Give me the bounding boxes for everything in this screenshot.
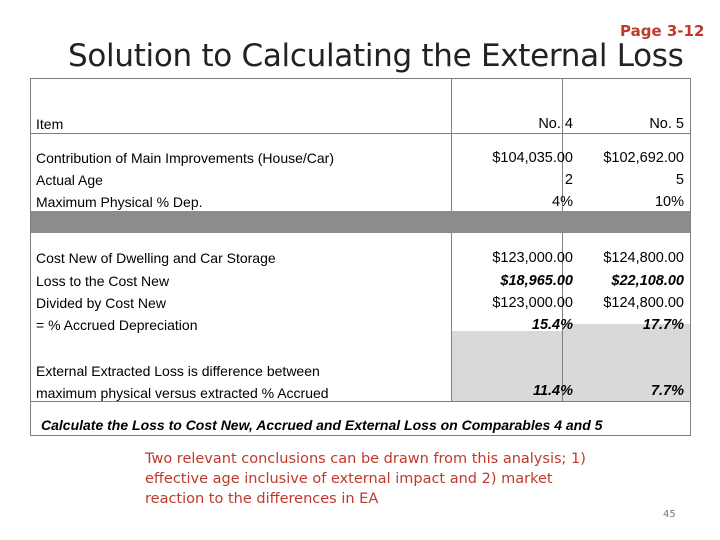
- row-value-no5: 5: [675, 172, 684, 188]
- row-value-no5: 10%: [654, 194, 684, 210]
- row-value-no5: $124,800.00: [603, 295, 684, 311]
- row-value-no5: 7.7%: [650, 383, 684, 399]
- row-value-no5: $22,108.00: [611, 273, 684, 289]
- conclusion-text: Two relevant conclusions can be drawn from this analysis; 1) effective age inclusive of external impact and 2) market reaction to the differences in EA: [145, 451, 586, 507]
- slide-number: 45: [663, 509, 676, 520]
- row-value-no4: 4%: [552, 194, 573, 210]
- header-no5: No. 5: [649, 116, 684, 132]
- table-caption: Calculate the Loss to Cost New, Accrued and External Loss on Comparables 4 and 5: [41, 417, 603, 433]
- row-value-no4: 2: [564, 172, 573, 188]
- header-no4: No. 4: [538, 116, 573, 132]
- row-label: maximum physical versus extracted % Accrued: [36, 385, 329, 401]
- row-value-no4: $123,000.00: [492, 250, 573, 266]
- header-item: Item: [36, 116, 64, 132]
- row-value-no5: $124,800.00: [603, 250, 684, 266]
- page-reference: Page 3-12: [620, 22, 705, 40]
- row-value-no5: 17.7%: [642, 317, 684, 333]
- slide-title: Solution to Calculating the External Loss: [68, 38, 684, 74]
- row-value-no4: $18,965.00: [500, 273, 573, 289]
- col-divider-4b: [451, 233, 452, 401]
- col-divider-4a: [451, 79, 452, 211]
- row-label: Actual Age: [36, 172, 103, 188]
- row-label: External Extracted Loss is difference between: [36, 363, 320, 379]
- row-value-no4: 11.4%: [532, 383, 573, 399]
- row-label: Divided by Cost New: [36, 295, 166, 311]
- row-value-no4: 15.4%: [531, 317, 573, 333]
- row-value-no4: $123,000.00: [492, 295, 573, 311]
- caption-rule: [31, 401, 690, 402]
- row-label: = % Accrued Depreciation: [36, 317, 198, 333]
- row-label: Cost New of Dwelling and Car Storage: [36, 250, 276, 266]
- row-value-no5: $102,692.00: [603, 150, 684, 166]
- row-label: Maximum Physical % Dep.: [36, 194, 203, 210]
- row-label: Loss to the Cost New: [36, 273, 170, 289]
- row-value-no4: $104,035.00: [492, 150, 573, 166]
- row-label: Contribution of Main Improvements (House/Car): [36, 150, 335, 166]
- col-divider-5a: [562, 79, 563, 211]
- header-rule: [31, 133, 690, 134]
- divider-bar: [31, 211, 690, 233]
- external-loss-table: [30, 78, 691, 436]
